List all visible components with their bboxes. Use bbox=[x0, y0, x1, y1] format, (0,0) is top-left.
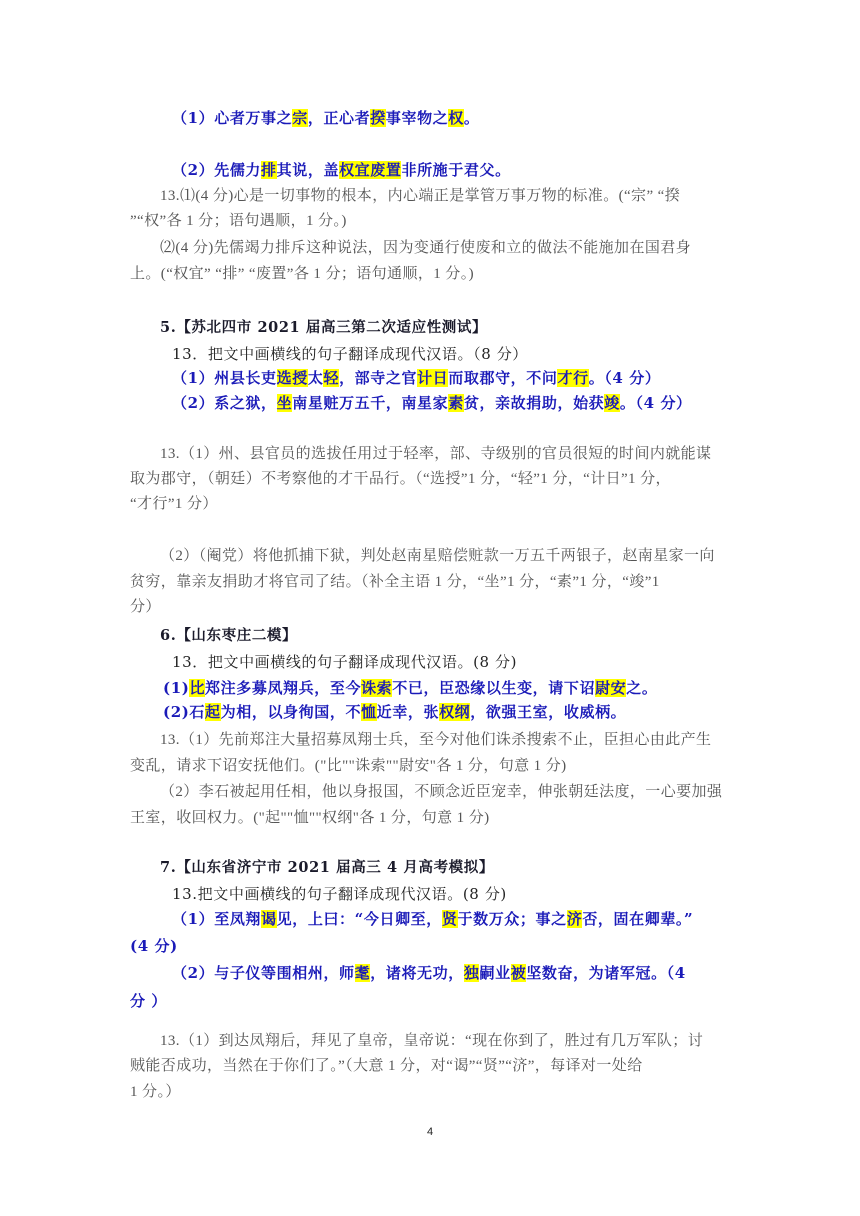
text-segment: ，欲强王室，收威柄。 bbox=[470, 703, 627, 721]
highlighted-keyword: 揆 bbox=[370, 109, 386, 127]
text-segment: 分 ） bbox=[130, 992, 168, 1010]
highlighted-keyword: 权宜废置 bbox=[339, 161, 402, 179]
text-segment: ，正心者 bbox=[307, 109, 371, 127]
text-segment: 其说，盖 bbox=[276, 161, 340, 179]
text-segment: 近幸，张 bbox=[376, 703, 440, 721]
highlighted-keyword: 选授 bbox=[276, 369, 308, 387]
text-segment: 嗣业 bbox=[479, 964, 511, 982]
highlighted-keyword: 独 bbox=[463, 964, 480, 982]
text-segment: 事宰物之 bbox=[385, 109, 449, 127]
text-segment: （1）州县长吏 bbox=[172, 369, 277, 387]
text-segment: （2）先儒力 bbox=[172, 161, 262, 179]
highlighted-keyword: 宗 bbox=[292, 109, 308, 127]
text-segment: (1) bbox=[163, 679, 190, 697]
text-segment: 于数万众；事之 bbox=[457, 910, 567, 928]
highlighted-keyword: 贤 bbox=[441, 910, 458, 928]
text-segment: （2）系之狱， bbox=[172, 394, 277, 412]
highlighted-keyword: 素 bbox=[448, 394, 464, 412]
highlighted-keyword: 坐 bbox=[276, 394, 293, 412]
text-segment: 贫，亲故捐助，始获 bbox=[463, 394, 605, 412]
text-segment: （1）至凤翔 bbox=[172, 910, 262, 928]
question-line bbox=[172, 106, 480, 130]
highlighted-keyword: 计日 bbox=[417, 369, 449, 387]
question-line bbox=[172, 961, 686, 985]
highlighted-keyword: 谒 bbox=[261, 910, 277, 928]
text-segment: (4 分) bbox=[130, 937, 178, 955]
text-segment: 见，上曰：“今日卿至， bbox=[276, 910, 442, 928]
answer-line: 13.（1）先前郑注大量招募凤翔士兵，至今对他们诛杀搜索不止，臣担心由此产生 bbox=[160, 732, 712, 748]
text-segment: 非所施于君父。 bbox=[401, 161, 511, 179]
answer-line: 上。(“权宜” “排” “废置”各 1 分；语句通顺，1 分。) bbox=[130, 266, 474, 282]
question-line bbox=[163, 676, 657, 700]
text-segment: 而取郡守，不问 bbox=[448, 369, 558, 387]
answer-line: 变乱，请求下诏安抚他们。("比""诛索""尉安"各 1 分，句意 1 分) bbox=[130, 758, 567, 774]
answer-line: 13.（1）州、县官员的选拔任用过于轻率，部、寺级别的官员很短的时间内就能谋 bbox=[160, 446, 712, 462]
answer-line: “才行”1 分） bbox=[130, 496, 218, 512]
question-line bbox=[172, 391, 692, 415]
question-line bbox=[172, 158, 511, 182]
question-line bbox=[172, 366, 660, 390]
answer-line: 贫穷，靠亲友捐助才将官司了结。（补全主语 1 分，“坐”1 分，“素”1 分，“竣”1 bbox=[130, 574, 660, 590]
highlighted-keyword: 尉安 bbox=[595, 679, 627, 697]
text-segment: (2)石 bbox=[163, 703, 206, 721]
answer-line: 分） bbox=[130, 599, 161, 615]
highlighted-keyword: 耄 bbox=[354, 964, 371, 982]
text-segment: 否，固在卿辈。” bbox=[582, 910, 694, 928]
highlighted-keyword: 排 bbox=[261, 161, 277, 179]
section-heading: 7.【山东省济宁市 2021 届高三 4 月高考模拟】 bbox=[160, 859, 494, 876]
answer-line: 1 分。） bbox=[130, 1084, 181, 1100]
text-segment: 之。 bbox=[626, 679, 658, 697]
answer-line: 取为郡守，（朝廷）不考察他的才干品行。（“选授”1 分，“轻”1 分，“计日”1 分， bbox=[130, 471, 671, 487]
answer-line: 贼能否成功，当然在于你们了。”（大意 1 分，对“谒”“贤”“济”，每译对一处给 bbox=[130, 1058, 643, 1074]
highlighted-keyword: 起 bbox=[205, 703, 221, 721]
highlighted-keyword: 恤 bbox=[361, 703, 377, 721]
highlighted-keyword: 诛索 bbox=[361, 679, 393, 697]
answer-line: ⑵(4 分)先儒竭力排斥这种说法，因为变通行使废和立的做法不能施加在国君身 bbox=[160, 240, 692, 256]
text-segment: ，部寺之官 bbox=[339, 369, 418, 387]
question-line bbox=[130, 934, 178, 958]
answer-line: 13.（1）到达凤翔后，拜见了皇帝，皇帝说：“现在你到了，胜过有几万军队；讨 bbox=[160, 1033, 704, 1049]
prompt-line: 13.把文中画横线的句子翻译成现代汉语。(8 分) bbox=[172, 885, 507, 903]
highlighted-keyword: 才行 bbox=[557, 369, 589, 387]
section-heading: 5.【苏北四市 2021 届高三第二次适应性测试】 bbox=[160, 319, 488, 336]
question-line bbox=[172, 907, 693, 931]
text-segment: 坚数奋，为诸军冠。（4 bbox=[526, 964, 686, 982]
question-line bbox=[163, 700, 626, 724]
text-segment: （1）心者万事之 bbox=[172, 109, 293, 127]
answer-line: ”“权”各 1 分；语句遇顺，1 分。) bbox=[130, 213, 347, 229]
text-segment: 。 bbox=[463, 109, 480, 127]
text-segment: 不已，臣恐缘以生变，请下诏 bbox=[392, 679, 596, 697]
highlighted-keyword: 比 bbox=[189, 679, 206, 697]
text-segment: 郑注多募凤翔兵，至今 bbox=[205, 679, 362, 697]
highlighted-keyword: 权纲 bbox=[439, 703, 471, 721]
text-segment: 。（4 分） bbox=[588, 369, 661, 387]
text-segment: 。（4 分） bbox=[619, 394, 692, 412]
prompt-line: 13．把文中画横线的句子翻译成现代汉语。（8 分） bbox=[172, 345, 528, 363]
question-line bbox=[130, 989, 167, 1013]
text-segment: 太 bbox=[307, 369, 324, 387]
highlighted-keyword: 轻 bbox=[323, 369, 340, 387]
highlighted-keyword: 权 bbox=[448, 109, 464, 127]
text-segment: 南星赃万五千，南星家 bbox=[292, 394, 449, 412]
section-heading: 6.【山东枣庄二模】 bbox=[160, 627, 298, 644]
prompt-line: 13．把文中画横线的句子翻译成现代汉语。(8 分) bbox=[172, 653, 518, 671]
answer-line: （2）（阉党）将他抓捕下狱，判处赵南星赔偿赃款一万五千两银子，赵南星家一向 bbox=[160, 548, 715, 564]
text-segment: （2）与子仪等围相州，师 bbox=[172, 964, 355, 982]
answer-line: 王室，收回权力。("起""恤""权纲"各 1 分，句意 1 分) bbox=[130, 810, 490, 826]
highlighted-keyword: 被 bbox=[510, 964, 527, 982]
highlighted-keyword: 济 bbox=[566, 910, 583, 928]
answer-line: 13.⑴(4 分)心是一切事物的根本，内心端正是掌管万事万物的标准。(“宗” “揆 bbox=[160, 188, 681, 204]
page-number: 4 bbox=[426, 1126, 434, 1138]
answer-line: （2）李石被起用任相，他以身报国，不顾念近臣宠幸，伸张朝廷法度，一心要加强 bbox=[160, 784, 723, 800]
highlighted-keyword: 竣 bbox=[604, 394, 620, 412]
text-segment: 为相，以身徇国，不 bbox=[220, 703, 362, 721]
text-segment: ，诸将无功， bbox=[370, 964, 464, 982]
